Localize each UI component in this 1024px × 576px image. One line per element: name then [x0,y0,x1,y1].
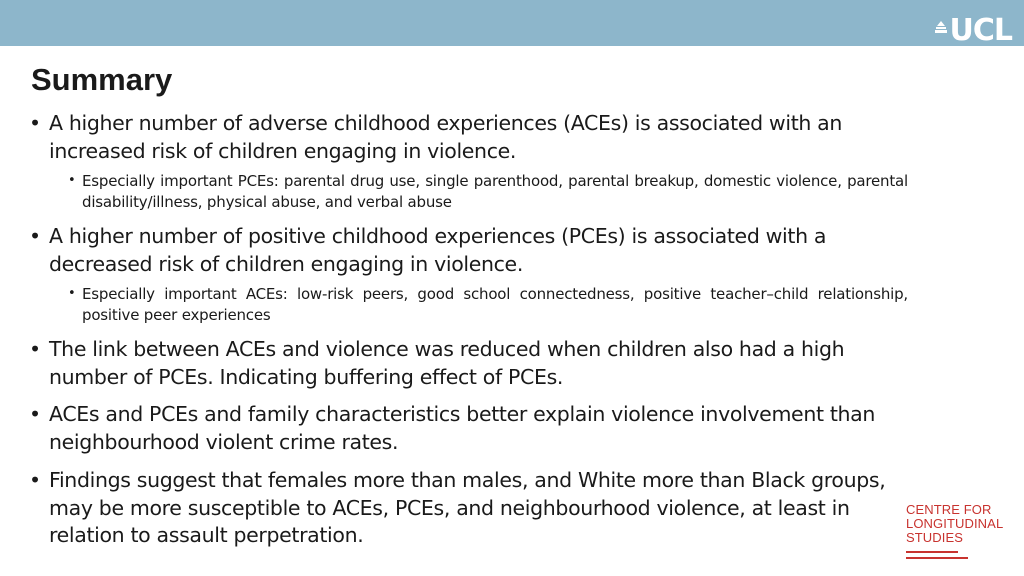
bullet-item: • A higher number of adverse childhood experiences (ACEs) is associated with an increased risk of children engaging in violence. [49,110,919,165]
header-bar [0,0,1024,46]
ucl-logo-text: UCL [949,13,1012,48]
sub-bullet-item: • Especially important PCEs: parental drug use, single parenthood, parental breakup, domestic violence, parental disability/illness, physical abuse, and verbal abuse [82,171,908,212]
cls-logo-rule [906,557,968,559]
cls-logo-rule [906,551,958,553]
cls-logo-line: LONGITUDINAL [906,516,1004,531]
cls-logo [906,503,1016,563]
bullet-item: • A higher number of positive childhood experiences (PCEs) is associated with a decreased risk of children engaging in violence. [49,223,919,278]
bullet-item: • Findings suggest that females more than males, and White more than Black groups, may be more susceptible to ACEs, PCEs, and neighbourhood violence, at least in relation to assault perpetration. [49,467,919,550]
cls-logo-rules [906,551,1016,559]
page-title: Summary [31,62,173,97]
ucl-dome-icon [934,20,948,34]
bullet-item: • The link between ACEs and violence was reduced when children also had a high number of PCEs. Indicating buffering effect of PCEs. [49,336,919,391]
bullet-item: • ACEs and PCEs and family characteristics better explain violence involvement than neighbourhood violent crime rates. [49,401,919,456]
cls-logo-line: STUDIES [906,530,964,545]
ucl-logo [934,13,1013,48]
sub-bullet-item: • Especially important ACEs: low-risk peers, good school connectedness, positive teacher–child relationship, positive peer experiences [82,284,908,325]
cls-logo-line: CENTRE FOR [906,502,992,517]
